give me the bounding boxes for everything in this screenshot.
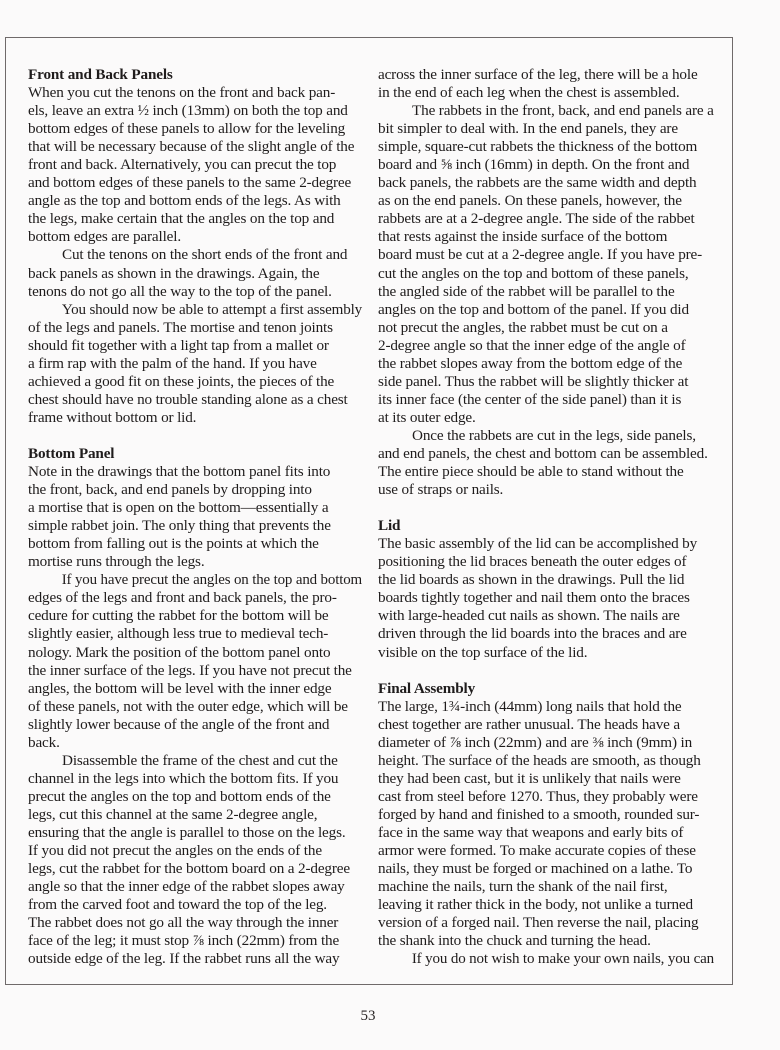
text-line: simple, square-cut rabbets the thickness of the bottom [378, 138, 698, 156]
text-line: should fit together with a light tap from a mallet or [28, 336, 329, 354]
text-line: version of a forged nail. Then reverse the nail, placing [378, 914, 699, 932]
text-line: If you have precut the angles on the top and bottom [61, 571, 362, 589]
text-line: angle as the top and bottom ends of the legs. As with [28, 192, 341, 210]
text-line: the angled side of the rabbet will be parallel to the [378, 282, 675, 300]
text-line: the lid boards as shown in the drawings. Pull the lid [378, 571, 685, 589]
text-line: simple rabbet join. The only thing that prevents the [28, 517, 331, 535]
text-line: positioning the lid braces beneath the outer edges of [378, 553, 687, 571]
text-line: nology. Mark the position of the bottom panel onto [28, 643, 331, 661]
section-heading: Bottom Panel [28, 444, 115, 462]
section-heading: Final Assembly [378, 679, 476, 697]
text-line: bottom edges are parallel. [28, 228, 181, 246]
text-line: Once the rabbets are cut in the legs, side panels, [412, 426, 696, 444]
text-line: face in the same way that weapons and early bits of [378, 823, 684, 841]
text-line: bit simpler to deal with. In the end panels, they are [378, 120, 678, 138]
text-line: angles on the top and bottom of the panel. If you did [378, 300, 689, 318]
text-line: frame without bottom or lid. [28, 408, 197, 426]
text-line: of these panels, not with the outer edge, which will be [28, 697, 348, 715]
text-line: tenons do not go all the way to the top of the panel. [28, 282, 332, 300]
text-line: board must be cut at a 2-degree angle. If you have pre- [378, 246, 703, 264]
text-line: channel in the legs into which the bottom fits. If you [28, 769, 339, 787]
text-line: with large-headed cut nails as shown. The nails are [378, 607, 680, 625]
text-line: legs, cut the rabbet for the bottom board on a 2-degree [28, 860, 350, 878]
text-line: ensuring that the angle is parallel to those on the legs. [28, 823, 346, 841]
text-line: mortise runs through the legs. [28, 553, 205, 571]
text-line: chest should have no trouble standing alone as a chest [28, 390, 348, 408]
section-heading: Front and Back Panels [28, 66, 173, 83]
text-line: The large, 1¾-inch (44mm) long nails that hold the [378, 697, 682, 715]
text-line: armor were formed. To make accurate copies of these [378, 842, 696, 860]
text-line: leaving it rather thick in the body, not unlike a turned [378, 896, 693, 914]
paragraph-spacer [378, 499, 714, 517]
text-line: The entire piece should be able to stand without the [378, 463, 684, 481]
text-line: angle so that the inner edge of the rabbet slopes away [28, 878, 345, 896]
text-line: a firm rap with the palm of the hand. If you have [28, 354, 317, 372]
text-line: in the end of each leg when the chest is assembled. [378, 84, 680, 102]
text-line: chest together are rather unusual. The heads have a [378, 715, 681, 733]
text-line: 2-degree angle so that the inner edge of the angle of [378, 336, 686, 354]
text-line: Cut the tenons on the short ends of the front and [62, 246, 348, 264]
text-line: legs, cut this channel at the same 2-degree angle, [28, 805, 318, 823]
paragraph-spacer [378, 662, 714, 680]
text-line: edges of the legs and front and back panels, the pro- [28, 589, 337, 607]
text-line: If you did not precut the angles on the ends of the [28, 842, 322, 860]
text-line: You should now be able to attempt a first assembly [61, 300, 362, 318]
text-line: When you cut the tenons on the front and back pan- [28, 84, 336, 102]
text-line: side panel. Thus the rabbet will be slightly thicker at [378, 372, 689, 390]
text-line: precut the angles on the top and bottom ends of the [28, 787, 331, 805]
text-line: The basic assembly of the lid can be accomplished by [378, 535, 698, 553]
text-line: board and ⅝ inch (16mm) in depth. On the front and [378, 156, 690, 174]
text-line: angles, the bottom will be level with the inner edge [28, 679, 332, 697]
text-line: cut the angles on the top and bottom of these panels, [378, 264, 689, 282]
text-line: they had been cast, but it is unlikely that nails were [378, 769, 681, 787]
text-line: the inner surface of the legs. If you have not precut the [28, 661, 352, 679]
text-line: slightly lower because of the angle of the front and [28, 715, 330, 733]
text-line: back panels, the rabbets are the same width and depth [378, 174, 697, 192]
paragraph-spacer [28, 427, 362, 445]
text-line: the rabbet slopes away from the bottom edge of the [378, 354, 683, 372]
text-line: height. The surface of the heads are smooth, as though [378, 751, 701, 769]
text-line: the shank into the chuck and turning the head. [378, 932, 651, 950]
text-line: from the carved foot and toward the top of the leg. [28, 896, 327, 914]
text-line: bottom from falling out is the points at which the [28, 535, 319, 553]
text-line: The rabbets in the front, back, and end panels are a [412, 102, 714, 120]
text-line: nails, they must be forged or machined on a lathe. To [378, 860, 693, 878]
text-line: If you do not wish to make your own nails, you can [411, 950, 714, 968]
text-line: use of straps or nails. [378, 481, 504, 499]
text-line: Disassemble the frame of the chest and cut the [62, 751, 338, 769]
text-line: across the inner surface of the leg, there will be a hole [378, 66, 698, 83]
text-line: a mortise that is open on the bottom—essentially a [28, 499, 329, 517]
text-line: rabbets are at a 2-degree angle. The side of the rabbet [378, 210, 695, 228]
text-line: machine the nails, turn the shank of the nail first, [378, 878, 668, 896]
left-text-column [28, 66, 362, 968]
text-line: of the legs and panels. The mortise and tenon joints [28, 318, 333, 336]
text-line: els, leave an extra ½ inch (13mm) on both the top and [28, 102, 348, 120]
text-line: cast from steel before 1270. Thus, they probably were [378, 787, 698, 805]
text-line: and end panels, the chest and bottom can be assembled. [378, 444, 708, 462]
text-line: Note in the drawings that the bottom panel fits into [28, 463, 331, 481]
text-line: driven through the lid boards into the braces and are [378, 625, 687, 643]
text-line: boards tightly together and nail them onto the braces [378, 589, 690, 607]
right-text-column [378, 66, 714, 968]
text-line: back. [28, 733, 60, 751]
text-line: as on the end panels. On these panels, however, the [378, 192, 682, 210]
section-heading: Lid [378, 517, 401, 535]
text-line: visible on the top surface of the lid. [378, 643, 588, 661]
text-line: not precut the angles, the rabbet must be cut on a [378, 318, 668, 336]
text-line: back panels as shown in the drawings. Again, the [28, 264, 320, 282]
text-line: forged by hand and finished to a smooth, rounded sur- [378, 805, 700, 823]
text-line: bottom edges of these panels to allow for the leveling [28, 120, 346, 138]
page-number: 53 [360, 1008, 376, 1024]
text-line: diameter of ⅞ inch (22mm) and are ⅜ inch (9mm) in [378, 733, 693, 751]
text-line: achieved a good fit on these joints, the pieces of the [28, 372, 335, 390]
text-line: that will be necessary because of the slight angle of the [28, 138, 355, 156]
text-line: its inner face (the center of the side panel) than it is [378, 390, 682, 408]
text-line: that rests against the inside surface of the bottom [378, 228, 668, 246]
text-line: at its outer edge. [378, 408, 476, 426]
text-line: and bottom edges of these panels to the same 2-degree [28, 174, 352, 192]
text-line: front and back. Alternatively, you can precut the top [28, 156, 337, 174]
text-line: the front, back, and end panels by dropping into [28, 481, 312, 499]
text-line: the legs, make certain that the angles on the top and [28, 210, 335, 228]
text-line: outside edge of the leg. If the rabbet runs all the way [28, 950, 340, 968]
text-line: slightly easier, although less true to medieval tech- [28, 625, 329, 643]
text-line: cedure for cutting the rabbet for the bottom will be [28, 607, 329, 625]
text-line: The rabbet does not go all the way through the inner [28, 914, 339, 932]
text-line: face of the leg; it must stop ⅞ inch (22mm) from the [28, 932, 340, 950]
